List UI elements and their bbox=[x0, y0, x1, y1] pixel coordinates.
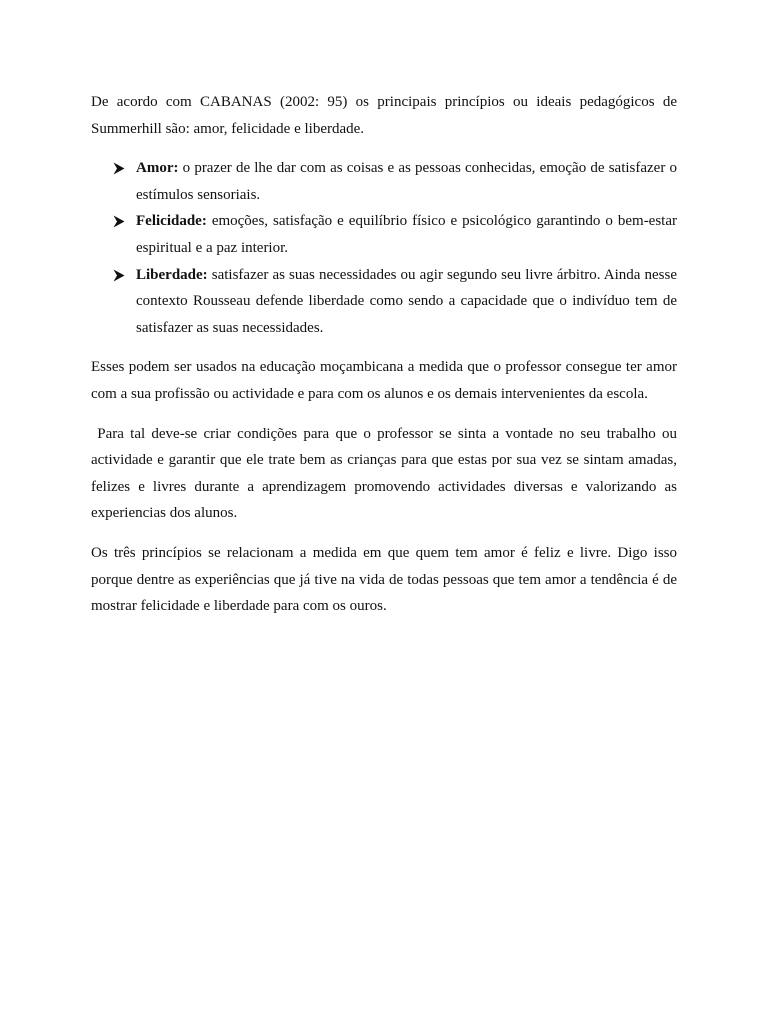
term-amor: Amor: bbox=[136, 160, 179, 177]
paragraph-education: Esses podem ser usados na educação moçambicana a medida que o professor consegue ter amor com a sua profissão ou actividade e para com os alunos e os demais intervenientes da escola. bbox=[91, 359, 677, 402]
definition-felicidade: emoções, satisfação e equilíbrio físico e psicológico garantindo o bem-estar espiritual e a paz interior. bbox=[136, 213, 677, 256]
document-page bbox=[91, 89, 681, 620]
term-felicidade: Felicidade: bbox=[136, 213, 207, 230]
arrowhead-bullet-icon bbox=[113, 162, 125, 175]
arrowhead-bullet-icon bbox=[113, 269, 125, 282]
list-item-felicidade bbox=[91, 208, 677, 261]
paragraph-conditions: Para tal deve-se criar condições para que o professor se sinta a vontade no seu trabalho ou actividade e garantir que ele trate bem as crianças para que estas por sua vez se sintam amadas, felizes e livres durante a aprendizagem promovendo actividades diversas e valorizando as experiencias dos alunos. bbox=[91, 425, 681, 522]
arrowhead-bullet-icon bbox=[113, 215, 125, 228]
definition-amor: o prazer de lhe dar com as coisas e as pessoas conhecidas, emoção de satisfazer o estímulos sensoriais. bbox=[136, 160, 677, 203]
intro-paragraph: De acordo com CABANAS (2002: 95) os principais princípios ou ideais pedagógicos de Summerhill são: amor, felicidade e liberdade. bbox=[91, 94, 677, 137]
list-item-liberdade bbox=[91, 262, 677, 342]
paragraph-relation: Os três princípios se relacionam a medida em que quem tem amor é feliz e livre. Digo isso porque dentre as experiências que já tive na vida de todas pessoas que tem amor a tendência é de mostrar felicidade e liberdade para com os ouros. bbox=[91, 544, 677, 615]
definition-liberdade: satisfazer as suas necessidades ou agir segundo seu livre árbitro. Ainda nesse contexto Rousseau defende liberdade como sendo a capacidade que o indivíduo tem de satisfazer as suas necessidades. bbox=[136, 266, 677, 336]
term-liberdade: Liberdade: bbox=[136, 266, 208, 283]
list-item-amor bbox=[91, 155, 677, 208]
principles-list bbox=[91, 155, 677, 341]
